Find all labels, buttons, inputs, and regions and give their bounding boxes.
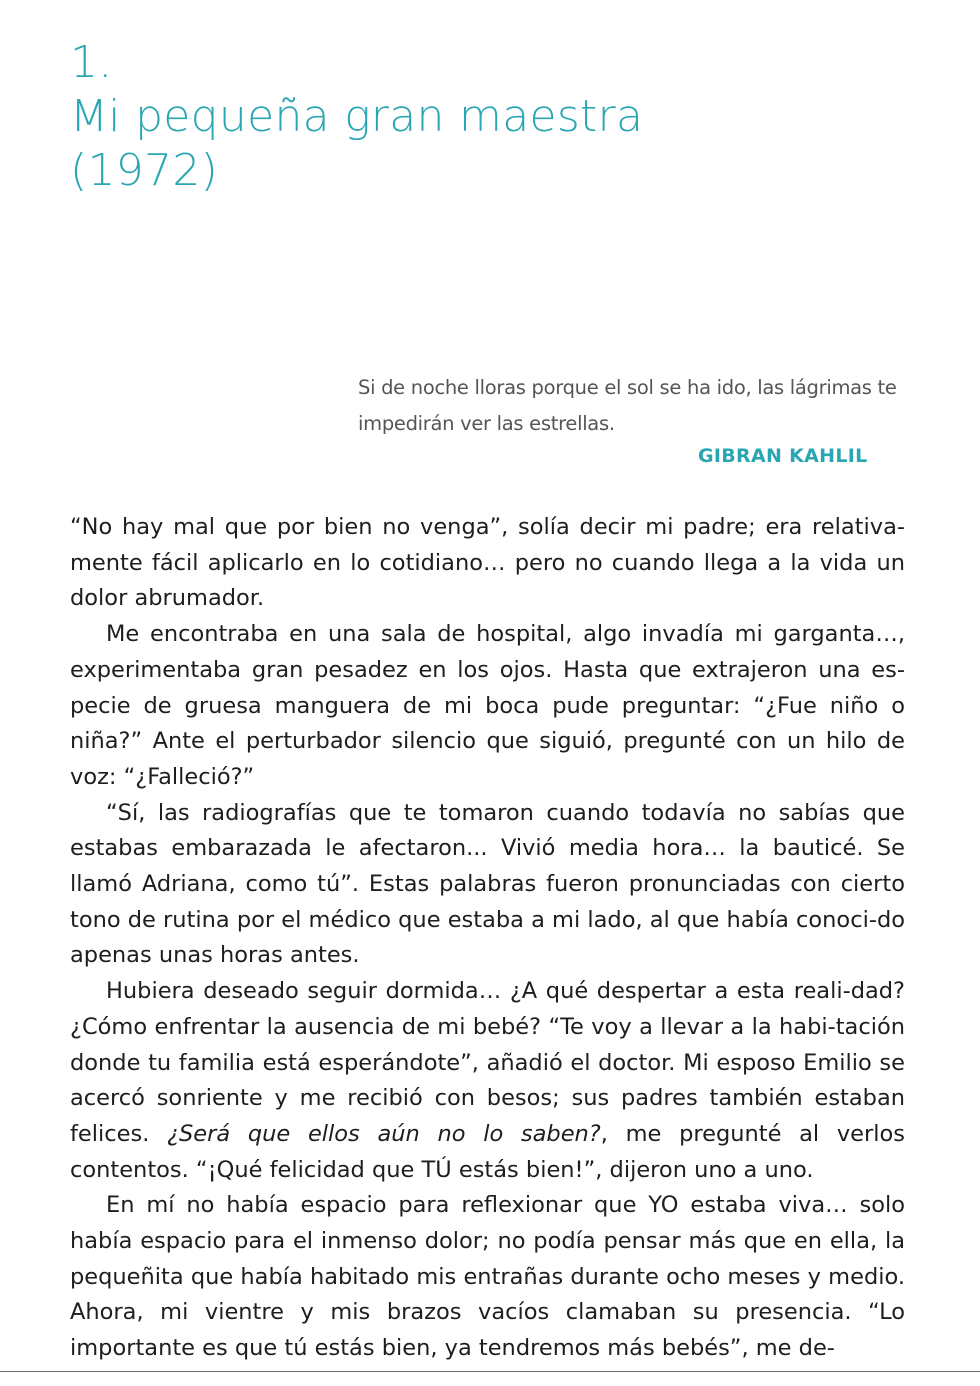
epigraph-author: GIBRAN KAHLIL: [698, 445, 868, 467]
chapter-year: (1972): [70, 145, 219, 196]
paragraph-4-italic-thought: ¿Será que ellos aún no lo saben?: [167, 1120, 601, 1147]
paragraph-4-text-end: , me pregunté al verlos contentos. “¡Qué felicidad que TÚ estás bien!”, dijeron uno a uno.: [70, 1120, 905, 1183]
epigraph: [358, 370, 918, 467]
epigraph-quote: Si de noche lloras porque el sol se ha ido, las lágrimas te impedirán ver las estrellas.: [358, 376, 897, 435]
paragraph-4-text-start: Hubiera deseado seguir dormida… ¿A qué despertar a esta reali-dad? ¿Cómo enfrentar la ausencia de mi bebé? “Te voy a llevar a la habi-tación donde tu familia está esperándote”, añadió el doctor. Mi esposo Emilio se acercó sonriente y me recibió con besos; sus padres también estaban felices.: [70, 978, 905, 1147]
chapter-title: Mi pequeña gran maestra: [70, 91, 644, 142]
page-bottom-rule: [0, 1371, 980, 1372]
paragraph-3: “Sí, las radiografías que te tomaron cuando todavía no sabías que estabas embarazada le afectaron... Vivió media hora… la bauticé. Se llamó Adriana, como tú”. Estas palabras fueron pronunciadas con cierto tono de rutina por el médico que estaba a mi lado, al que había conoci-do apenas unas horas antes.: [70, 799, 905, 969]
paragraph-2: Me encontraba en una sala de hospital, algo invadía mi garganta…, experimentaba gran pesadez en los ojos. Hasta que extrajeron una es-pecie de gruesa manguera de mi boca pude preguntar: “¿Fue niño o niña?” Ante el perturbador silencio que siguió, pregunté con un hilo de voz: “¿Falleció?”: [70, 621, 905, 790]
chapter-header: [70, 36, 643, 198]
paragraph-1: “No hay mal que por bien no venga”, solía decir mi padre; era relativa-mente fácil aplicarlo en lo cotidiano… pero no cuando llega a la vida un dolor abrumador.: [70, 514, 905, 612]
paragraph-4: [70, 974, 905, 1188]
chapter-number: 1.: [70, 37, 113, 88]
body-text: [70, 510, 905, 1367]
paragraph-5: En mí no había espacio para reflexionar que YO estaba viva… solo había espacio para el inmenso dolor; no podía pensar más que en ella, la pequeñita que había habitado mis entrañas durante ocho meses y medio. Ahora, mi vientre y mis brazos vacíos clamaban su presencia. “Lo importante es que tú estás bien, ya tendremos más bebés”, me de-: [70, 1192, 905, 1362]
